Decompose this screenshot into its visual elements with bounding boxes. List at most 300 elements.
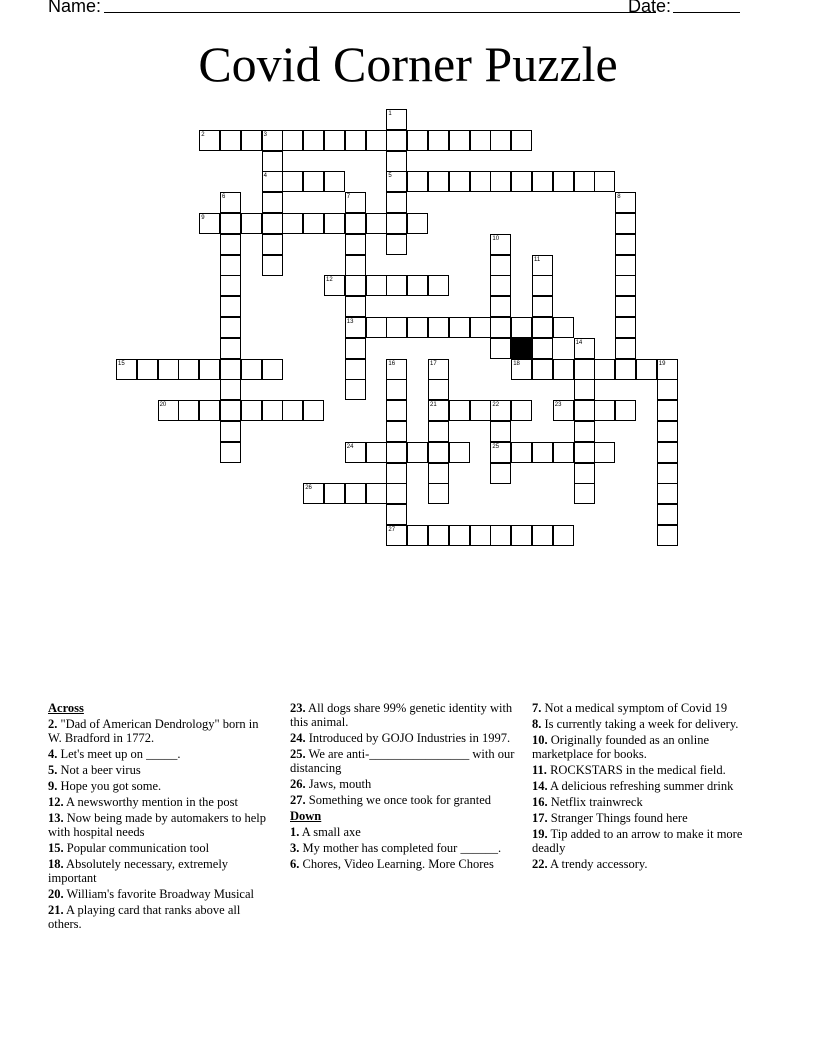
grid-cell[interactable] — [470, 400, 491, 421]
clue-item — [532, 811, 758, 825]
clue-number: 19 — [658, 360, 666, 367]
grid-cell[interactable] — [490, 421, 511, 442]
clue-item-number: 13. — [48, 811, 64, 825]
grid-cell[interactable] — [220, 400, 241, 421]
grid-cell[interactable] — [574, 463, 595, 484]
grid-cell[interactable] — [137, 359, 158, 380]
grid-cell[interactable] — [615, 275, 636, 296]
clue-number: 5 — [388, 173, 392, 180]
clue-item — [290, 825, 516, 839]
clue-item-text: Is currently taking a week for delivery. — [541, 717, 739, 731]
grid-cell[interactable] — [574, 338, 595, 359]
grid-cell[interactable] — [657, 525, 678, 546]
grid-cell[interactable] — [428, 359, 449, 380]
grid-cell[interactable] — [262, 359, 283, 380]
clue-item-number: 9. — [48, 779, 58, 793]
clue-item-number: 18. — [48, 857, 64, 871]
grid-cell[interactable] — [532, 525, 553, 546]
date-label: Date: — [628, 0, 672, 16]
clue-heading: Across — [48, 701, 84, 715]
clue-item-number: 7. — [532, 701, 542, 715]
clue-number: 14 — [575, 339, 583, 346]
clue-number: 23 — [554, 402, 562, 409]
clue-item-number: 22. — [532, 857, 548, 871]
clue-number: 1 — [388, 111, 392, 117]
grid-cell[interactable] — [282, 171, 303, 192]
grid-cell[interactable] — [386, 525, 407, 546]
clue-item — [532, 857, 758, 871]
clue-item-text: A small axe — [299, 825, 361, 839]
grid-cell[interactable] — [303, 213, 324, 234]
grid-cell[interactable] — [615, 400, 636, 421]
grid-cell[interactable] — [615, 317, 636, 338]
grid-cell[interactable] — [553, 171, 574, 192]
clue-item-number: 8. — [532, 717, 542, 731]
clue-number: 15 — [118, 360, 125, 367]
grid-cell[interactable] — [574, 483, 595, 504]
clue-item-number: 24. — [290, 731, 306, 745]
clue-item — [532, 701, 758, 715]
grid-cell[interactable] — [449, 525, 470, 546]
grid-cell[interactable] — [574, 421, 595, 442]
grid-cell[interactable] — [657, 483, 678, 504]
grid-cell[interactable] — [366, 317, 387, 338]
clue-number: 12 — [326, 277, 333, 284]
grid-cell[interactable] — [428, 442, 449, 463]
grid-cell[interactable] — [262, 192, 283, 213]
grid-cell[interactable] — [657, 421, 678, 442]
clue-item — [532, 763, 758, 777]
grid-cell[interactable] — [428, 275, 449, 296]
grid-cell[interactable] — [553, 442, 574, 463]
clue-number: 16 — [388, 360, 396, 367]
grid-cell[interactable] — [241, 130, 262, 151]
grid-cell[interactable] — [303, 130, 324, 151]
grid-cell[interactable] — [199, 130, 220, 151]
clue-item-number: 25. — [290, 747, 306, 761]
clue-column-3 — [532, 701, 758, 873]
clue-item-text: Chores, Video Learning. More Chores — [299, 857, 494, 871]
grid-cell[interactable] — [324, 213, 345, 234]
grid-cell[interactable] — [470, 171, 491, 192]
grid-cell[interactable] — [490, 234, 511, 255]
grid-cell[interactable] — [511, 130, 532, 151]
grid-cell[interactable] — [532, 255, 553, 276]
grid-cell[interactable] — [345, 234, 366, 255]
grid-cell[interactable] — [428, 379, 449, 400]
clue-item-text: Not a medical symptom of Covid 19 — [541, 701, 728, 715]
clue-item-text: Tip added to an arrow to make it more deadly — [532, 827, 743, 855]
grid-cell[interactable] — [449, 171, 470, 192]
grid-cell[interactable] — [241, 213, 262, 234]
grid-cell[interactable] — [490, 130, 511, 151]
grid-cell[interactable] — [615, 338, 636, 359]
clue-item — [532, 795, 758, 809]
grid-cell[interactable] — [574, 171, 595, 192]
clue-item-number: 21. — [48, 903, 64, 917]
grid-cell[interactable] — [470, 317, 491, 338]
grid-cell[interactable] — [345, 483, 366, 504]
grid-cell[interactable] — [386, 213, 407, 234]
grid-cell[interactable] — [615, 255, 636, 276]
grid-cell[interactable] — [345, 338, 366, 359]
clue-item-number: 10. — [532, 733, 548, 747]
grid-cell[interactable] — [386, 504, 407, 525]
clue-item-text: A newsworthy mention in the post — [63, 795, 238, 809]
clue-item-number: 26. — [290, 777, 306, 791]
grid-cell[interactable] — [386, 151, 407, 172]
clue-item — [48, 903, 274, 931]
grid-cell[interactable] — [407, 525, 428, 546]
clue-number: 4 — [263, 173, 267, 180]
grid-cell[interactable] — [345, 442, 366, 463]
grid-cell[interactable] — [553, 400, 574, 421]
grid-cell[interactable] — [615, 296, 636, 317]
clue-item — [48, 887, 274, 901]
grid-cell[interactable] — [553, 525, 574, 546]
grid-cell[interactable] — [470, 130, 491, 151]
grid-cell[interactable] — [220, 234, 241, 255]
grid-cell[interactable] — [345, 317, 366, 338]
clue-item-text: Not a beer virus — [57, 763, 141, 777]
clue-item-number: 14. — [532, 779, 548, 793]
grid-cell[interactable] — [386, 483, 407, 504]
grid-cell[interactable] — [178, 400, 199, 421]
grid-cell[interactable] — [282, 213, 303, 234]
grid-cell[interactable] — [657, 359, 678, 380]
grid-cell[interactable] — [532, 296, 553, 317]
clue-item — [48, 747, 274, 761]
clue-number: 27 — [388, 527, 396, 533]
grid-cell[interactable] — [574, 442, 595, 463]
grid-cell[interactable] — [220, 317, 241, 338]
clue-item — [290, 731, 516, 745]
clue-number: 26 — [305, 485, 312, 492]
grid-cell[interactable] — [490, 463, 511, 484]
clue-item-text: Absolutely necessary, extremely important — [48, 857, 229, 885]
clue-item — [290, 841, 516, 855]
clue-item-text: Let's meet up on _____. — [57, 747, 181, 761]
clue-number: 20 — [159, 402, 167, 409]
clue-item — [290, 857, 516, 871]
clue-item — [48, 857, 274, 885]
grid-cell[interactable] — [657, 400, 678, 421]
grid-cell[interactable] — [407, 213, 428, 234]
clue-item-number: 17. — [532, 811, 548, 825]
clue-item-number: 11. — [532, 763, 547, 777]
grid-cell[interactable] — [657, 442, 678, 463]
grid-cell[interactable] — [615, 359, 636, 380]
grid-cell[interactable] — [345, 275, 366, 296]
clue-column-2 — [290, 701, 516, 873]
clue-item-text: All dogs share 99% genetic identity with this animal. — [290, 701, 513, 729]
clue-item-number: 6. — [290, 857, 300, 871]
grid-cell[interactable] — [574, 359, 595, 380]
grid-cell[interactable] — [366, 442, 387, 463]
clue-item-text: William's favorite Broadway Musical — [63, 887, 254, 901]
clue-item-number: 2. — [48, 717, 58, 731]
grid-cell[interactable] — [324, 130, 345, 151]
grid-cell[interactable] — [490, 338, 511, 359]
grid-cell[interactable] — [220, 421, 241, 442]
grid-cell[interactable] — [532, 442, 553, 463]
grid-cell[interactable] — [386, 463, 407, 484]
grid-cell[interactable] — [345, 192, 366, 213]
grid-cell[interactable] — [490, 525, 511, 546]
clue-item-number: 12. — [48, 795, 64, 809]
grid-cell[interactable] — [470, 525, 491, 546]
grid-cell[interactable] — [220, 379, 241, 400]
grid-cell[interactable] — [324, 483, 345, 504]
clue-item — [48, 811, 274, 839]
grid-cell[interactable] — [407, 171, 428, 192]
clue-item-number: 27. — [290, 793, 306, 807]
clue-number: 18 — [513, 360, 520, 367]
grid-cell[interactable] — [199, 359, 220, 380]
grid-cell[interactable] — [366, 213, 387, 234]
clue-item — [290, 701, 516, 729]
grid-cell[interactable] — [428, 171, 449, 192]
grid-cell[interactable] — [615, 213, 636, 234]
grid-cell[interactable] — [220, 255, 241, 276]
clue-item-text: Netflix trainwreck — [547, 795, 643, 809]
grid-cell[interactable] — [490, 442, 511, 463]
clue-item-text: Jaws, mouth — [305, 777, 372, 791]
grid-cell[interactable] — [262, 255, 283, 276]
grid-cell[interactable] — [532, 338, 553, 359]
clue-number: 22 — [492, 402, 500, 409]
grid-cell[interactable] — [386, 130, 407, 151]
grid-cell[interactable] — [407, 130, 428, 151]
grid-cell[interactable] — [345, 255, 366, 276]
grid-cell[interactable] — [386, 400, 407, 421]
grid-cell[interactable] — [262, 171, 283, 192]
grid-cell[interactable] — [199, 400, 220, 421]
grid-cell[interactable] — [532, 171, 553, 192]
grid-cell[interactable] — [303, 483, 324, 504]
grid-cell[interactable] — [345, 213, 366, 234]
grid-cell[interactable] — [407, 275, 428, 296]
grid-cell[interactable] — [386, 379, 407, 400]
grid-cell[interactable] — [386, 275, 407, 296]
grid-cell[interactable] — [241, 359, 262, 380]
grid-cell[interactable] — [262, 234, 283, 255]
grid-cell[interactable] — [220, 359, 241, 380]
grid-cell[interactable] — [158, 359, 179, 380]
clue-number: 9 — [201, 215, 205, 221]
clue-item-text: "Dad of American Dendrology" born in W. Bradford in 1772. — [48, 717, 259, 745]
clue-item — [532, 779, 758, 793]
grid-cell[interactable] — [511, 317, 532, 338]
grid-cell[interactable] — [657, 504, 678, 525]
clue-item-number: 23. — [290, 701, 306, 715]
clue-number: 10 — [492, 235, 500, 242]
clue-number: 7 — [346, 194, 351, 201]
grid-cell[interactable] — [428, 400, 449, 421]
grid-cell[interactable] — [366, 483, 387, 504]
clue-column-1 — [48, 701, 274, 933]
grid-cell[interactable] — [220, 275, 241, 296]
grid-cell[interactable] — [386, 442, 407, 463]
grid-cell[interactable] — [490, 317, 511, 338]
clue-item-text: A trendy accessory. — [547, 857, 648, 871]
clue-number: 8 — [617, 194, 621, 201]
grid-cell[interactable] — [407, 442, 428, 463]
grid-cell[interactable] — [449, 400, 470, 421]
grid-cell[interactable] — [449, 317, 470, 338]
clue-item-text: Hope you got some. — [57, 779, 162, 793]
grid-cell[interactable] — [490, 275, 511, 296]
clue-number: 11 — [534, 256, 541, 263]
clue-item-text: We are anti-________________ with our distancing — [290, 747, 515, 775]
grid-cell[interactable] — [594, 171, 615, 192]
grid-cell[interactable] — [615, 192, 636, 213]
clue-item — [290, 793, 516, 807]
grid-cell[interactable] — [449, 442, 470, 463]
clue-number: 2 — [201, 131, 205, 138]
grid-cell[interactable] — [428, 130, 449, 151]
grid-cell[interactable] — [262, 400, 283, 421]
grid-cell[interactable] — [386, 171, 407, 192]
grid-cell[interactable] — [511, 400, 532, 421]
clue-item-number: 19. — [532, 827, 548, 841]
clue-item-text: Popular communication tool — [63, 841, 210, 855]
clue-number: 13 — [346, 319, 354, 325]
clue-item-number: 15. — [48, 841, 64, 855]
clue-item — [532, 827, 758, 855]
grid-cell[interactable] — [220, 338, 241, 359]
grid-cell[interactable] — [366, 275, 387, 296]
grid-cell[interactable] — [428, 317, 449, 338]
clue-item-number: 1. — [290, 825, 300, 839]
clue-item — [48, 717, 274, 745]
grid-cell[interactable] — [386, 421, 407, 442]
grid-cell[interactable] — [345, 296, 366, 317]
grid-cell[interactable] — [532, 317, 553, 338]
grid-cell[interactable] — [220, 442, 241, 463]
grid-cell[interactable] — [178, 359, 199, 380]
grid-cell[interactable] — [594, 359, 615, 380]
grid-cell[interactable] — [449, 130, 470, 151]
grid-cell[interactable] — [490, 255, 511, 276]
black-cell — [511, 338, 532, 359]
grid-cell[interactable] — [490, 171, 511, 192]
clue-item — [48, 841, 274, 855]
grid-cell[interactable] — [657, 463, 678, 484]
clue-item-text: Something we once took for granted — [305, 793, 491, 807]
grid-cell[interactable] — [657, 379, 678, 400]
clue-number: 6 — [222, 194, 226, 201]
clue-item-number: 3. — [290, 841, 300, 855]
grid-cell[interactable] — [615, 234, 636, 255]
grid-cell[interactable] — [220, 192, 241, 213]
grid-cell[interactable] — [490, 400, 511, 421]
clue-item — [48, 779, 274, 793]
grid-cell[interactable] — [345, 130, 366, 151]
grid-cell[interactable] — [511, 442, 532, 463]
grid-cell[interactable] — [199, 213, 220, 234]
grid-cell[interactable] — [428, 463, 449, 484]
clue-item-number: 20. — [48, 887, 64, 901]
grid-cell[interactable] — [262, 151, 283, 172]
grid-cell[interactable] — [282, 400, 303, 421]
clue-number: 21 — [430, 402, 437, 409]
grid-cell[interactable] — [345, 379, 366, 400]
clue-heading: Down — [290, 809, 322, 823]
grid-cell[interactable] — [636, 359, 657, 380]
grid-cell[interactable] — [241, 400, 262, 421]
grid-cell[interactable] — [324, 171, 345, 192]
grid-cell[interactable] — [553, 317, 574, 338]
grid-cell[interactable] — [428, 483, 449, 504]
clue-item — [532, 733, 758, 761]
grid-cell[interactable] — [532, 275, 553, 296]
grid-cell[interactable] — [158, 400, 179, 421]
grid-cell[interactable] — [345, 359, 366, 380]
grid-cell[interactable] — [428, 525, 449, 546]
clue-item-text: A delicious refreshing summer drink — [547, 779, 734, 793]
grid-cell[interactable] — [574, 400, 595, 421]
grid-cell[interactable] — [262, 130, 283, 151]
clue-item-text: Stranger Things found here — [547, 811, 688, 825]
clue-item-text: My mother has completed four ______. — [299, 841, 502, 855]
grid-cell[interactable] — [386, 109, 407, 130]
clue-number: 25 — [492, 443, 500, 450]
name-label: Name: — [48, 0, 102, 16]
grid-cell[interactable] — [594, 400, 615, 421]
clue-item-text: Originally founded as an online marketplace for books. — [532, 733, 710, 761]
clue-item — [290, 777, 516, 791]
grid-cell[interactable] — [303, 171, 324, 192]
grid-cell[interactable] — [220, 296, 241, 317]
puzzle-title: Covid Corner Puzzle — [198, 36, 618, 92]
grid-cell[interactable] — [386, 317, 407, 338]
grid-cell[interactable] — [532, 359, 553, 380]
grid-cell[interactable] — [553, 359, 574, 380]
grid-cell[interactable] — [574, 379, 595, 400]
clue-item — [290, 747, 516, 775]
clue-item-text: A playing card that ranks above all others. — [48, 903, 241, 931]
grid-cell[interactable] — [511, 171, 532, 192]
clue-item-number: 4. — [48, 747, 58, 761]
clue-item — [532, 717, 758, 731]
grid-cell[interactable] — [220, 213, 241, 234]
grid-cell[interactable] — [594, 442, 615, 463]
clue-item-text: Introduced by GOJO Industries in 1997. — [305, 731, 511, 745]
grid-cell[interactable] — [262, 213, 283, 234]
clue-item-text: ROCKSTARS in the medical field. — [546, 763, 726, 777]
grid-cell[interactable] — [386, 359, 407, 380]
clue-number: 3 — [263, 131, 267, 138]
grid-cell[interactable] — [428, 421, 449, 442]
grid-cell[interactable] — [511, 359, 532, 380]
grid-cell[interactable] — [407, 317, 428, 338]
grid-cell[interactable] — [366, 130, 387, 151]
grid-cell[interactable] — [386, 192, 407, 213]
clue-item — [48, 795, 274, 809]
grid-cell[interactable] — [511, 525, 532, 546]
grid-cell[interactable] — [303, 400, 324, 421]
grid-cell[interactable] — [116, 359, 137, 380]
grid-cell[interactable] — [220, 130, 241, 151]
grid-cell[interactable] — [386, 234, 407, 255]
grid-cell[interactable] — [324, 275, 345, 296]
grid-cell[interactable] — [490, 296, 511, 317]
clue-number: 17 — [430, 360, 437, 367]
clue-item-number: 16. — [532, 795, 548, 809]
grid-cell[interactable] — [282, 130, 303, 151]
clue-number: 24 — [346, 443, 354, 450]
